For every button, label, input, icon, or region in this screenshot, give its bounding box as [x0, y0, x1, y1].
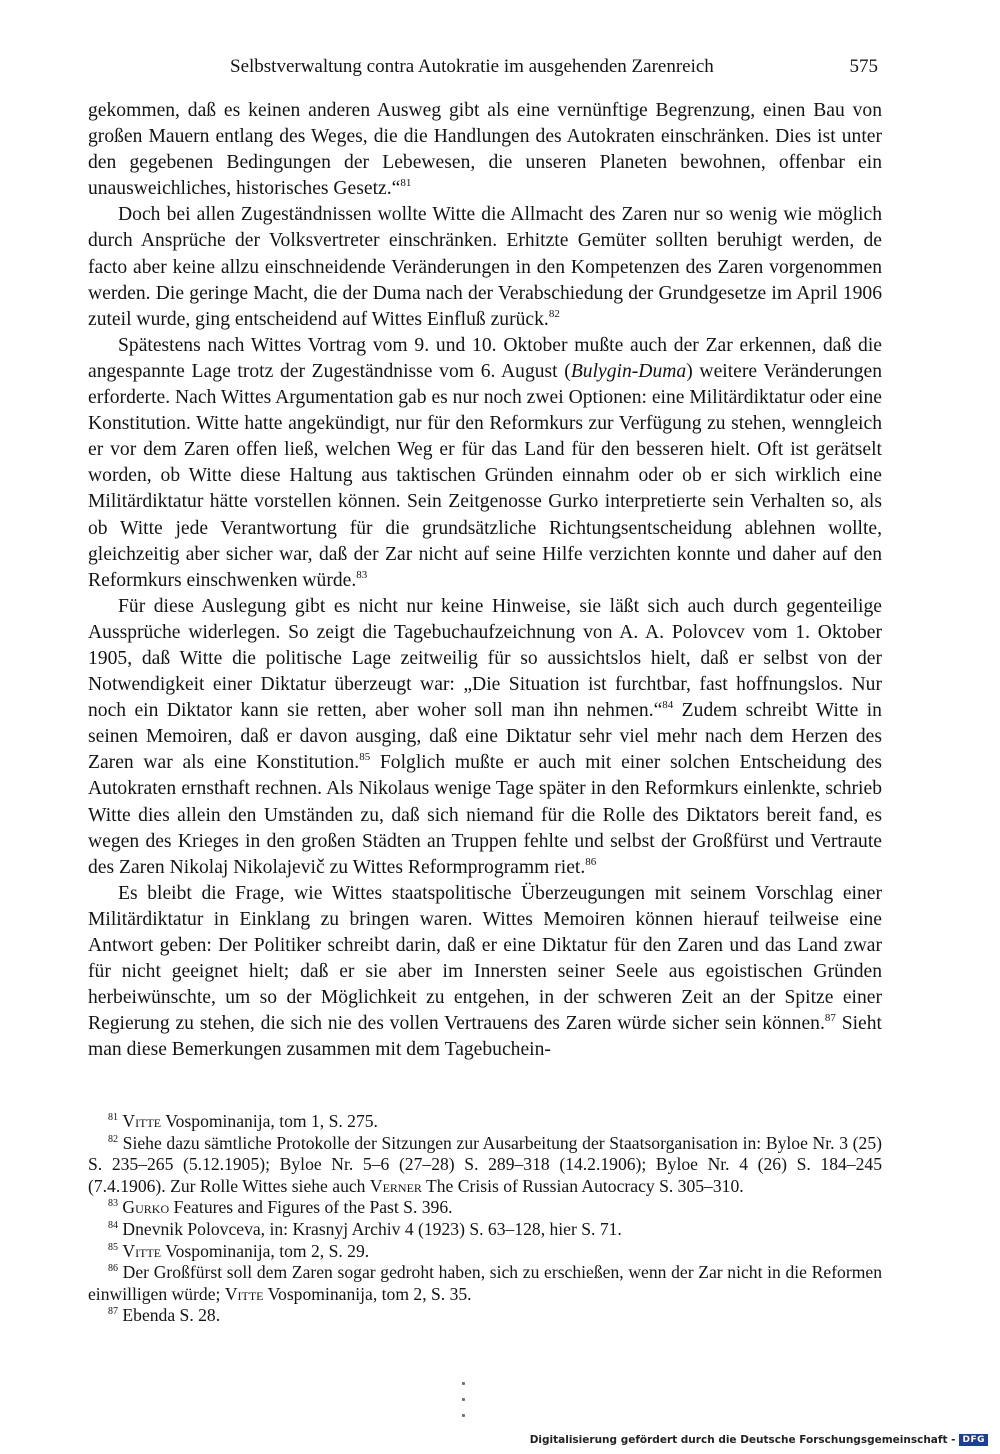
footnote-text-b: Vospominanija, tom 2, S. 35.: [263, 1283, 472, 1304]
footnote-number: 81: [108, 1112, 118, 1123]
scan-speck: [462, 1382, 465, 1385]
paragraph-3: [88, 333, 882, 594]
footnote-author: Vitte: [224, 1283, 264, 1304]
footnote-ref-83: 83: [356, 568, 368, 581]
footnote-ref-82: 82: [548, 307, 560, 320]
paragraph-4-text-b: Zudem schreibt Witte in seinen Memoiren, daß er davon ausging, daß eine Diktatur sehr viel mehr nach dem Herzen des Zaren war als eine Konstitution.: [88, 700, 882, 774]
footnote-ref-85: 85: [359, 751, 371, 764]
footnote-number: 87: [108, 1306, 118, 1318]
paragraph-2: [88, 202, 882, 332]
footnote-author: Vitte: [122, 1240, 162, 1261]
footnote-number: 83: [108, 1198, 118, 1210]
footnote-number: 82: [108, 1133, 118, 1145]
footnote-87: [88, 1305, 882, 1327]
footnote-text: Vospominanija, tom 1, S. 275.: [161, 1111, 378, 1131]
footnote-author: Verner: [369, 1175, 422, 1196]
digitization-credit-text: Digitalisierung gefördert durch die Deutsche Forschungsgemeinschaft -: [529, 1434, 956, 1446]
paragraph-4-text-a: Für diese Auslegung gibt es nicht nur keine Hinweise, sie läßt sich auch durch gegenteilige Aussprüche widerlegen. So zeigt die Tagebuchaufzeichnung von A. A. Polovcev vom 1. Oktober 1905, daß Witte die politische Lage zeitweilig für so aussichtslos hielt, daß er selbst von der Notwendigkeit einer Diktatur überzeugt war: „Die Situation ist furchtbar, fast hoffnungslos. Nur noch ein Diktator kann sie retten, aber woher soll man ihn nehmen.“: [88, 595, 882, 722]
page-number: 575: [849, 56, 878, 77]
footnote-text-a: Siehe dazu sämtliche Protokolle der Sitzungen zur Ausarbeitung der Staatsorganisation in: Byloe Nr. 3 (25) S. 235–265 (5.12.1905); Byloe Nr. 5–6 (27–28) S. 289–318 (14.2.1906); Byloe Nr. 4 (26) S. 184–245 (7.4.1906). Zur Rolle Wittes siehe auch: [88, 1132, 882, 1196]
paragraph-4: [88, 594, 882, 881]
footnote-82: [88, 1133, 882, 1198]
paragraph-1: [88, 98, 882, 202]
paragraph-1-text: gekommen, daß es keinen anderen Ausweg gibt als eine vernünftige Begrenzung, einen Bau von großen Mauern entlang des Weges, die die Handlungen des Autokraten einschränken. Dies ist unter den gegebenen Bedingungen der Lebewesen, die unseren Planeten bewohnen, offenbar ein unausweichliches, historisches Gesetz.“: [88, 100, 882, 200]
footnote-85: [88, 1241, 882, 1263]
scan-speck: [462, 1398, 465, 1401]
footnote-84: [88, 1219, 882, 1241]
footnote-author: Gurko: [122, 1197, 170, 1218]
main-text: [88, 98, 882, 1063]
footnote-number: 86: [108, 1263, 118, 1275]
footnote-ref-84: 84: [662, 699, 674, 712]
footnote-number: 85: [108, 1241, 118, 1253]
paragraph-4-text-c: Folglich mußte er auch mit einer solchen Entscheidung des Autokraten ernsthaft rechnen. Als Nikolaus wenige Tage später in den Reformkurs einlenkte, schrieb Witte dies allein den Umständen zu, daß sich niemand für die Rolle des Diktators bereit fand, es wegen des Krieges in den großen Städten an Truppen fehlte und selbst der Großfürst und Vertraute des Zaren Nikolaj Nikolajevič zu Wittes Reformprogramm riet.: [88, 752, 882, 878]
footnote-author: Vitte: [122, 1111, 162, 1131]
footnote-81: [88, 1111, 882, 1133]
paragraph-3-text-b: ) weitere Veränderungen erforderte. Nach Wittes Argumentation gab es nur noch zwei Optionen: eine Militärdiktatur oder eine Konstitution. Witte hatte angekündigt, nur für den Reformkurs zur Verfügung zu stehen, wenngleich er vor dem Zaren offen ließ, welchen Weg er für das Land für den besseren hielt. Oft ist gerätselt worden, ob Witte diese Haltung aus taktischen Gründen einnahm oder ob er sich wirklich eine Militärdiktatur hätte vorstellen können. Sein Zeitgenosse Gurko interpretierte sein Verhalten so, als ob Witte jede Verantwortung für die grundsätzliche Richtungsentscheidung ablehnen wollte, gleichzeitig aber sicher war, daß der Zar nicht auf seine Hilfe verzichten konnte und daher auf den Reformkurs einschwenken würde.: [88, 360, 882, 591]
running-title: Selbstverwaltung contra Autokratie im ausgehenden Zarenreich: [230, 56, 714, 77]
digitization-credit: [530, 1432, 988, 1448]
footnote-text: Features and Figures of the Past S. 396.: [169, 1197, 453, 1218]
paragraph-2-text: Doch bei allen Zugeständnissen wollte Witte die Allmacht des Zaren nur so wenig wie möglich durch Ansprüche der Volksvertreter einschränken. Erhitzte Gemüter sollten beruhigt werden, de facto aber keine allzu einschneidende Veränderungen in den Kompetenzen des Zaren vorgenommen werden. Die geringe Macht, die der Duma nach der Verabschiedung der Grundgesetze im April 1906 zuteil wurde, ging entscheidend auf Wittes Einfluß zurück.: [88, 204, 882, 330]
scan-speck: [462, 1414, 465, 1417]
footnote-number: 84: [108, 1219, 118, 1231]
footnotes: [88, 1111, 882, 1327]
footnote-text-a: Der Großfürst soll dem Zaren sogar gedroht haben, sich zu erschießen, wenn der Zar nicht in die Reformen einwilligen würde;: [88, 1262, 882, 1304]
footnote-text: Vospominanija, tom 2, S. 29.: [161, 1240, 370, 1261]
footnote-text-b: The Crisis of Russian Autocracy S. 305–310.: [421, 1175, 744, 1196]
paragraph-5-text-b: Sieht man diese Bemerkungen zusammen mit dem Tagebuchein-: [88, 1013, 882, 1061]
footnote-ref-87: 87: [824, 1012, 836, 1025]
running-header: [88, 52, 882, 82]
footnote-text: Dnevnik Polovceva, in: Krasnyj Archiv 4 (1923) S. 63–128, hier S. 71.: [118, 1218, 622, 1239]
footnote-83: [88, 1197, 882, 1219]
footnote-ref-86: 86: [585, 855, 597, 868]
paragraph-5-text-a: Es bleibt die Frage, wie Wittes staatspolitische Überzeugungen mit seinem Vorschlag einer Militärdiktatur in Einklang zu bringen waren. Wittes Memoiren können hierauf teilweise eine Antwort geben: Der Politiker schreibt darin, daß er eine Diktatur für den Zaren und das Land zwar für nicht geeignet hielt; daß er sie aber im Innersten seiner Seele aus egoistischen Gründen herbeiwünschte, um so der Möglichkeit zu entgehen, in der schweren Zeit an der Spitze einer Regierung zu stehen, die sich nie des vollen Vertrauens des Zaren würde sicher sein können.: [88, 882, 882, 1035]
paragraph-5: [88, 881, 882, 1064]
footnote-text: Ebenda S. 28.: [118, 1305, 221, 1326]
footnote-ref-81: 81: [400, 177, 412, 190]
footnote-86: [88, 1262, 882, 1305]
paragraph-3-italic: Bulygin-Duma: [570, 360, 687, 382]
dfg-logo: DFG: [959, 1434, 988, 1446]
paragraph-3-text-a: Spätestens nach Wittes Vortrag vom 9. und 10. Oktober mußte auch der Zar erkennen, daß die angespannte Lage trotz der Zugeständnisse vom 6. August (: [88, 334, 882, 382]
